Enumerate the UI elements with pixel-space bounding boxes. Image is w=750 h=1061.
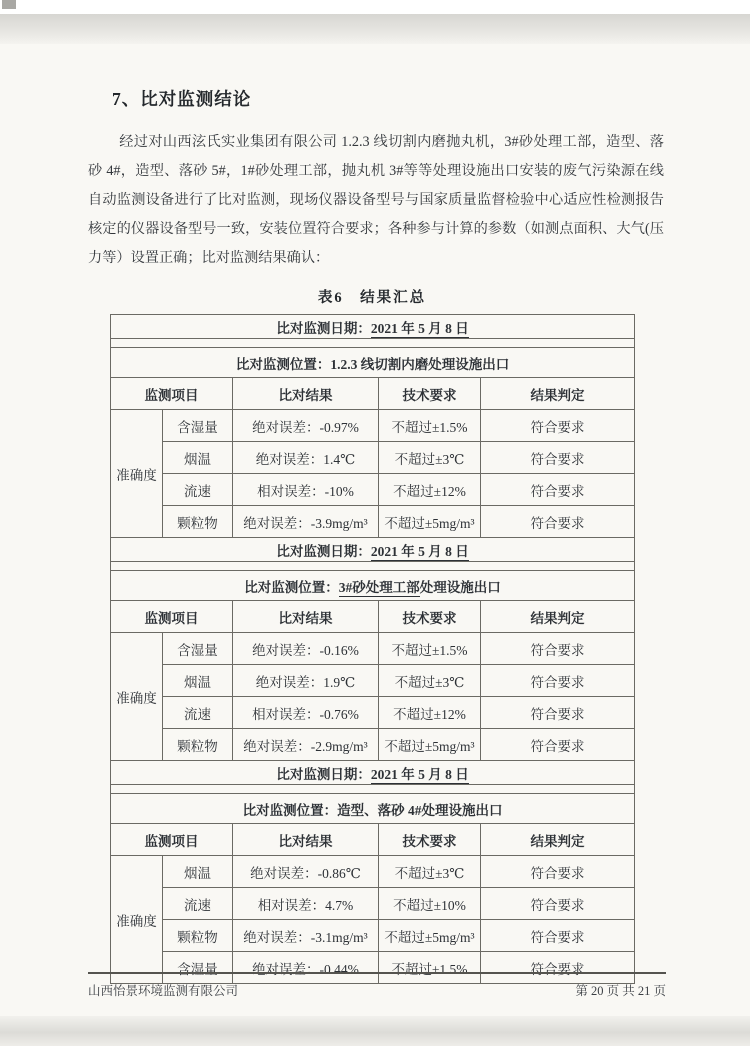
- cell-requirement: 不超过±5mg/m³: [379, 920, 481, 952]
- section1-header-row: [111, 378, 635, 410]
- table-row: [111, 474, 635, 506]
- section2-date-row: [111, 538, 635, 562]
- table-row: [111, 888, 635, 920]
- cell-verdict: 符合要求: [481, 633, 635, 665]
- position-label: 比对监测位置：: [235, 356, 331, 372]
- header-verdict: 结果判定: [481, 601, 635, 633]
- scan-bottom-white-strip: [0, 1046, 750, 1061]
- table-row: [111, 697, 635, 729]
- header-result: 比对结果: [233, 601, 379, 633]
- group-cell: 准确度: [111, 856, 163, 984]
- cell-param: 含湿量: [163, 952, 233, 984]
- cell-param: 流速: [163, 474, 233, 506]
- date-value: 2021 年 5 月 8 日: [370, 766, 469, 782]
- header-result: 比对结果: [233, 824, 379, 856]
- table-title: 表6 结果汇总: [317, 290, 427, 306]
- cell-verdict: 符合要求: [481, 729, 635, 761]
- cell-param: 颗粒物: [163, 729, 233, 761]
- cell-result: 相对误差：-0.76%: [233, 697, 379, 729]
- cell-verdict: 符合要求: [481, 697, 635, 729]
- table-row: [111, 729, 635, 761]
- cell-param: 颗粒物: [163, 506, 233, 538]
- cell-param: 烟温: [163, 442, 233, 474]
- cell-param: 烟温: [163, 856, 233, 888]
- position-cell: [111, 571, 635, 601]
- cell-verdict: 符合要求: [481, 920, 635, 952]
- group-cell: 准确度: [111, 633, 163, 761]
- spacer-cell: [111, 785, 635, 794]
- cell-verdict: 符合要求: [481, 856, 635, 888]
- cell-requirement: 不超过±12%: [379, 474, 481, 506]
- section2-position-row: [111, 571, 635, 601]
- cell-requirement: 不超过±10%: [379, 888, 481, 920]
- cell-requirement: 不超过±1.5%: [379, 633, 481, 665]
- conclusion-paragraph: 经过对山西泫氏实业集团有限公司 1.2.3 线切割内磨抛丸机，3#砂处理工部，造型、落砂 4#，造型、落砂 5#，1#砂处理工部，抛丸机 3#等等处理设施出口安装的废气污染源在线自动监测设备进行了比对监测，现场仪器设备型号与国家质量监督检验中心适应性检测报告核定的仪器设备型号一致，安装位置符合要求；各种参与计算的参数（如测点面积、大气(压力等）设置正确；比对监测结果确认：: [88, 134, 664, 266]
- scan-top-white-strip: [0, 0, 750, 14]
- date-value: 2021 年 5 月 8 日: [370, 320, 469, 336]
- spacer-row: [111, 562, 635, 571]
- header-requirement: 技术要求: [379, 824, 481, 856]
- cell-result: 绝对误差：1.9℃: [233, 665, 379, 697]
- table-row: [111, 665, 635, 697]
- table-row: [111, 856, 635, 888]
- spacer-row: [111, 785, 635, 794]
- header-result: 比对结果: [233, 378, 379, 410]
- table-row: [111, 442, 635, 474]
- header-verdict: 结果判定: [481, 378, 635, 410]
- cell-result: 绝对误差：-3.1mg/m³: [233, 920, 379, 952]
- cell-param: 烟温: [163, 665, 233, 697]
- footer-company: 山西怡景环境监测有限公司: [88, 984, 239, 998]
- position-label: 比对监测位置：: [242, 802, 338, 818]
- position-text: 1.2.3 线切割内磨处理设施出口: [330, 356, 510, 372]
- section3-position-row: [111, 794, 635, 824]
- cell-requirement: 不超过±12%: [379, 697, 481, 729]
- cell-requirement: 不超过±5mg/m³: [379, 506, 481, 538]
- date-cell: [111, 761, 635, 785]
- position-text: 处理设施出口: [419, 579, 501, 595]
- date-label: 比对监测日期：: [276, 543, 371, 559]
- date-cell: [111, 315, 635, 339]
- cell-result: 绝对误差：-0.44%: [233, 952, 379, 984]
- spacer-cell: [111, 562, 635, 571]
- page-content: [88, 86, 664, 984]
- date-label: 比对监测日期：: [276, 320, 371, 336]
- cell-param: 流速: [163, 888, 233, 920]
- position-label: 比对监测位置：: [244, 579, 339, 595]
- scan-corner-artifact: [2, 0, 16, 9]
- cell-verdict: 符合要求: [481, 665, 635, 697]
- cell-param: 含湿量: [163, 633, 233, 665]
- table-row: [111, 920, 635, 952]
- section3-date-row: [111, 761, 635, 785]
- header-requirement: 技术要求: [379, 601, 481, 633]
- results-summary-table: [110, 314, 635, 984]
- cell-requirement: 不超过±1.5%: [379, 952, 481, 984]
- date-value: 2021 年 5 月 8 日: [370, 543, 469, 559]
- cell-result: 绝对误差：-0.16%: [233, 633, 379, 665]
- scan-bottom-shadow-band: [0, 1016, 750, 1046]
- cell-requirement: 不超过±3℃: [379, 665, 481, 697]
- cell-result: 相对误差：4.7%: [233, 888, 379, 920]
- spacer-cell: [111, 339, 635, 348]
- section1-position-row: [111, 348, 635, 378]
- position-cell: [111, 794, 635, 824]
- section-heading: 7、比对监测结论: [112, 89, 252, 109]
- cell-requirement: 不超过±3℃: [379, 856, 481, 888]
- cell-result: 绝对误差：-3.9mg/m³: [233, 506, 379, 538]
- cell-verdict: 符合要求: [481, 442, 635, 474]
- position-underlined: 3#砂处理工部: [338, 579, 420, 595]
- date-label: 比对监测日期：: [276, 766, 371, 782]
- cell-verdict: 符合要求: [481, 410, 635, 442]
- header-item: 监测项目: [111, 601, 233, 633]
- header-requirement: 技术要求: [379, 378, 481, 410]
- header-item: 监测项目: [111, 824, 233, 856]
- cell-verdict: 符合要求: [481, 952, 635, 984]
- group-cell: 准确度: [111, 410, 163, 538]
- cell-requirement: 不超过±1.5%: [379, 410, 481, 442]
- cell-param: 颗粒物: [163, 920, 233, 952]
- table-row: [111, 633, 635, 665]
- position-cell: [111, 348, 635, 378]
- date-cell: [111, 538, 635, 562]
- cell-verdict: 符合要求: [481, 506, 635, 538]
- header-verdict: 结果判定: [481, 824, 635, 856]
- cell-result: 绝对误差：-0.97%: [233, 410, 379, 442]
- spacer-row: [111, 339, 635, 348]
- cell-requirement: 不超过±3℃: [379, 442, 481, 474]
- cell-result: 绝对误差：-0.86℃: [233, 856, 379, 888]
- cell-verdict: 符合要求: [481, 474, 635, 506]
- table-row: [111, 410, 635, 442]
- table-row: [111, 506, 635, 538]
- cell-requirement: 不超过±5mg/m³: [379, 729, 481, 761]
- footer-page-number: 第 20 页 共 21 页: [575, 984, 666, 998]
- scan-top-shadow-band: [0, 14, 750, 44]
- cell-result: 绝对误差：1.4℃: [233, 442, 379, 474]
- section1-date-row: [111, 315, 635, 339]
- page-footer: [88, 972, 666, 999]
- header-item: 监测项目: [111, 378, 233, 410]
- section2-header-row: [111, 601, 635, 633]
- cell-param: 含湿量: [163, 410, 233, 442]
- cell-param: 流速: [163, 697, 233, 729]
- cell-result: 相对误差：-10%: [233, 474, 379, 506]
- position-text: 造型、落砂 4#处理设施出口: [337, 802, 503, 818]
- section3-header-row: [111, 824, 635, 856]
- cell-verdict: 符合要求: [481, 888, 635, 920]
- cell-result: 绝对误差：-2.9mg/m³: [233, 729, 379, 761]
